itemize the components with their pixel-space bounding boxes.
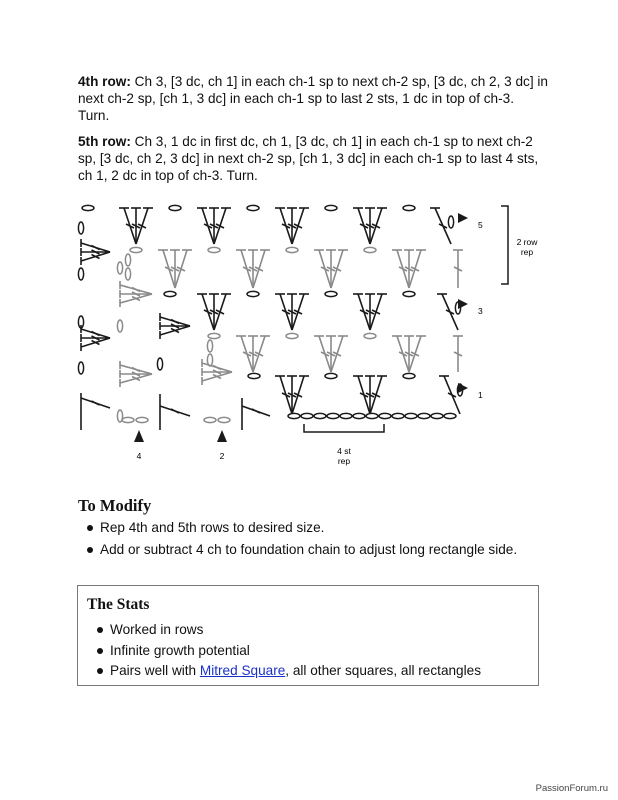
chain-stitch bbox=[218, 417, 230, 422]
chain-stitch bbox=[379, 413, 391, 418]
dc-stitch-slash bbox=[213, 366, 221, 370]
chain-stitch bbox=[248, 373, 260, 378]
bullet-icon bbox=[87, 525, 93, 531]
four-st-rep-label-2: rep bbox=[337, 456, 351, 466]
two-row-rep-label-1: 2 row bbox=[516, 237, 538, 247]
chain-stitch bbox=[208, 247, 220, 252]
chain-stitch bbox=[444, 413, 456, 418]
row-4-arrow-icon bbox=[134, 430, 144, 442]
chain-stitch bbox=[78, 268, 83, 280]
chain-stitch bbox=[325, 205, 337, 210]
chain-stitch bbox=[403, 291, 415, 296]
chain-stitch bbox=[157, 358, 162, 370]
row-3-arrow-icon bbox=[458, 299, 468, 309]
dc-stitch-slash bbox=[171, 320, 179, 324]
stats-list bbox=[96, 621, 536, 683]
chain-stitch bbox=[392, 413, 404, 418]
chain-stitch bbox=[204, 417, 216, 422]
row-5-text: Ch 3, 1 dc in first dc, ch 1, [3 dc, ch 1] in each ch-1 sp to next ch-2 sp, [3 dc, ch 2, 3 dc] in next ch-2 sp, [ch 1, 3 dc] in each ch-1 sp to last 4 sts, ch 1, 2 dc in top of ch-3. Turn. bbox=[78, 134, 539, 184]
chain-stitch bbox=[366, 413, 378, 418]
stats-item-2: Infinite growth potential bbox=[110, 642, 250, 658]
watermark: PassionForum.ru bbox=[535, 783, 608, 794]
row-5-instruction bbox=[78, 133, 548, 185]
row-5-arrow-icon bbox=[458, 213, 468, 223]
chain-stitch bbox=[325, 373, 337, 378]
dc-stitch-slash bbox=[252, 409, 260, 413]
chain-stitch bbox=[340, 413, 352, 418]
four-st-rep-label-1: 4 st bbox=[337, 446, 351, 456]
chain-stitch bbox=[78, 362, 83, 374]
stats-heading: The Stats bbox=[87, 596, 150, 613]
two-row-rep-bracket bbox=[501, 206, 508, 284]
chain-stitch bbox=[364, 247, 376, 252]
dc-stitch-slash bbox=[92, 401, 100, 405]
row-2-number: 2 bbox=[219, 451, 225, 461]
bullet-icon bbox=[97, 648, 103, 654]
chain-stitch bbox=[448, 216, 453, 228]
chain-stitch bbox=[288, 413, 300, 418]
chain-stitch bbox=[122, 417, 134, 422]
stitch-symbols bbox=[78, 205, 463, 430]
chain-stitch bbox=[403, 373, 415, 378]
four-st-rep-bracket bbox=[304, 424, 384, 432]
bullet-icon bbox=[97, 627, 103, 633]
chain-stitch bbox=[164, 291, 176, 296]
row-5-number: 5 bbox=[478, 220, 483, 230]
to-modify-heading: To Modify bbox=[78, 496, 152, 515]
chain-stitch bbox=[286, 333, 298, 338]
bullet-icon bbox=[87, 547, 93, 553]
to-modify-list bbox=[86, 519, 546, 562]
chain-stitch bbox=[286, 247, 298, 252]
modify-item-1: Rep 4th and 5th rows to desired size. bbox=[100, 520, 325, 535]
chain-stitch bbox=[403, 205, 415, 210]
stats-box bbox=[77, 585, 539, 686]
list-item bbox=[96, 621, 536, 639]
chain-stitch bbox=[169, 205, 181, 210]
chain-stitch bbox=[207, 340, 212, 352]
chain-stitch bbox=[405, 413, 417, 418]
chain-stitch bbox=[208, 333, 220, 338]
chain-stitch bbox=[136, 417, 148, 422]
bullet-icon bbox=[97, 668, 103, 674]
chain-stitch bbox=[78, 222, 83, 234]
row-1-number: 1 bbox=[478, 390, 483, 400]
row-4-text: Ch 3, [3 dc, ch 1] in each ch-1 sp to next ch-2 sp, [3 dc, ch 2, 3 dc] in next ch-2 sp, [ch 1, 3 dc] in each ch-1 sp to last 2 sts, 1 dc in top of ch-3. Turn. bbox=[78, 74, 548, 124]
row-2-arrow-icon bbox=[217, 430, 227, 442]
list-item bbox=[96, 662, 536, 680]
chain-stitch bbox=[431, 413, 443, 418]
chain-stitch bbox=[353, 413, 365, 418]
chain-stitch bbox=[117, 262, 122, 274]
two-row-rep-label-2: rep bbox=[520, 247, 534, 257]
chain-stitch bbox=[301, 413, 313, 418]
stats-item-3-prefix: Pairs well with bbox=[110, 663, 200, 679]
row-4-label: 4th row: bbox=[78, 74, 131, 89]
stats-item-1: Worked in rows bbox=[110, 622, 204, 637]
chain-stitch bbox=[130, 247, 142, 252]
row-4-instruction bbox=[78, 73, 548, 125]
dc-stitch-slash bbox=[92, 332, 100, 336]
chain-stitch bbox=[247, 291, 259, 296]
chain-stitch bbox=[364, 333, 376, 338]
chain-stitch bbox=[82, 205, 94, 210]
annotations bbox=[134, 206, 538, 466]
mitred-square-link[interactable]: Mitred Square bbox=[199, 663, 286, 679]
modify-item-2: Add or subtract 4 ch to foundation chain to adjust long rectangle side. bbox=[100, 541, 518, 557]
chain-stitch bbox=[325, 291, 337, 296]
crochet-stitch-diagram bbox=[70, 198, 570, 473]
list-item bbox=[96, 642, 536, 660]
chain-stitch bbox=[418, 413, 430, 418]
chain-stitch bbox=[327, 413, 339, 418]
chain-stitch bbox=[247, 205, 259, 210]
list-item bbox=[86, 519, 546, 537]
chain-stitch bbox=[314, 413, 326, 418]
list-item bbox=[86, 541, 546, 559]
stats-item-3-suffix: , all other squares, all rectangles bbox=[285, 663, 481, 679]
row-3-number: 3 bbox=[478, 306, 483, 316]
chain-stitch bbox=[125, 254, 130, 266]
dc-stitch-slash bbox=[171, 409, 179, 413]
row-5-label: 5th row: bbox=[78, 134, 131, 149]
chain-stitch bbox=[125, 268, 130, 280]
row-4-number: 4 bbox=[136, 451, 142, 461]
chain-stitch bbox=[117, 320, 122, 332]
dc-stitch-slash bbox=[92, 246, 100, 250]
